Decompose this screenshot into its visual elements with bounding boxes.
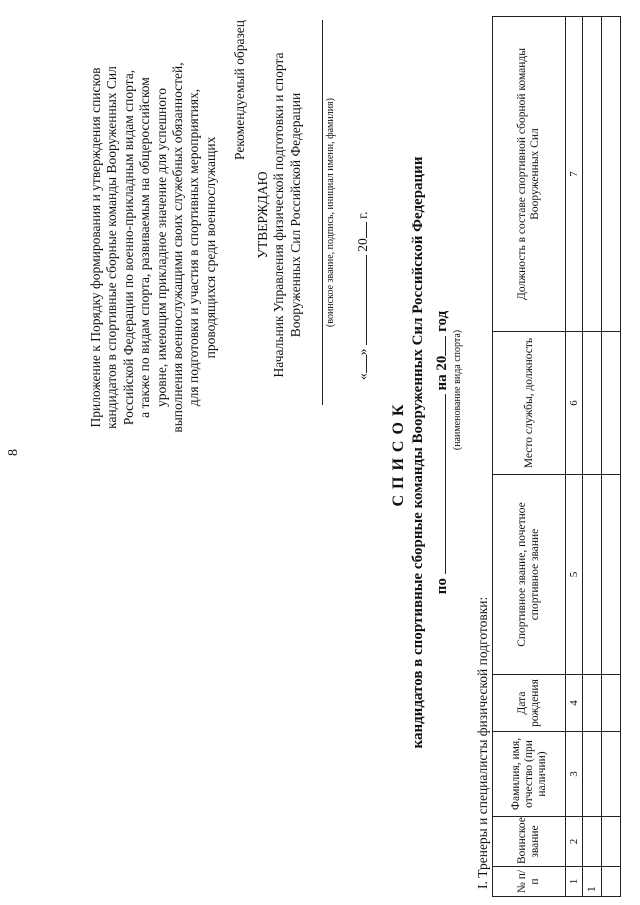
sport-caption: (наименование вида спорта) (452, 329, 463, 451)
approval-date-line (353, 211, 371, 380)
sport-line (432, 0, 451, 905)
table-header-row (493, 17, 566, 897)
column-number: 7 (566, 17, 583, 332)
list-year-suffix: год (434, 310, 450, 332)
column-number: 6 (566, 332, 583, 475)
list-year-blank (432, 336, 446, 356)
approve-heading: УТВЕРЖДАЮ (255, 171, 270, 259)
table-cell (602, 867, 621, 897)
table-cell (602, 332, 621, 475)
column-number: 1 (566, 867, 583, 897)
date-day-blank (353, 355, 367, 373)
appendix-line: уровне, имеющим прикладное значение для успешного (153, 88, 169, 407)
header-team-position: Должность в составе спортивной сборной команды Вооруженных Сил (493, 17, 566, 332)
column-number: 5 (566, 475, 583, 675)
date-close-quote: » (355, 348, 370, 356)
table-cell (583, 817, 602, 867)
header-rank: Воинское звание (493, 817, 566, 867)
table-cell (583, 17, 602, 332)
signature-line (322, 20, 323, 405)
header-birth-date: Дата рождения (493, 675, 566, 732)
approve-line2: Вооруженных Сил Российской Федерации (287, 92, 303, 338)
signature-caption: (воинское звание, подпись, инициал имени, фамилия) (325, 98, 336, 327)
column-number: 4 (566, 675, 583, 732)
table-cell (602, 675, 621, 732)
appendix-line: Приложение к Порядку формирования и утверждения списков (88, 67, 103, 428)
table-cell (602, 475, 621, 675)
sample-label: Рекомендуемый образец (232, 20, 247, 161)
table-cell (583, 732, 602, 817)
appendix-line: а также по видам спорта, развиваемым на общероссийском (137, 77, 153, 418)
date-year-blank (353, 222, 367, 238)
table-cell (602, 817, 621, 867)
appendix-line: Российской Федерации по военно-прикладным видам спорта, (120, 69, 136, 426)
table-cell (583, 332, 602, 475)
approval-block (255, 20, 304, 410)
list-subtitle: кандидатов в спортивные сборные команды Вооруженных Сил Российской Федерации (410, 156, 426, 749)
row-number: 1 (583, 867, 602, 897)
approve-line1: Начальник Управления физической подготовки и спорта (271, 52, 287, 378)
sport-name-blank (432, 394, 446, 574)
table-cell (602, 17, 621, 332)
candidates-table (492, 16, 621, 897)
column-number: 2 (566, 817, 583, 867)
sport-prefix: по (434, 578, 450, 595)
appendix-line: проводящихся среди военнослужащих (202, 136, 218, 359)
list-title: СПИСОК (390, 398, 407, 507)
date-open-quote: « (355, 373, 370, 380)
list-year-prefix: на 20 (434, 355, 450, 391)
header-full-name: Фамилия, имя, отчество (при наличии) (493, 732, 566, 817)
table-row (602, 17, 621, 897)
table-cell (583, 475, 602, 675)
date-year-suffix: г. (355, 211, 370, 219)
column-number: 3 (566, 732, 583, 817)
section-title: I. Тренеры и специалисты физической подготовки: (475, 596, 490, 889)
header-number: № п/п (493, 867, 566, 897)
header-service-place: Место службы, должность (493, 332, 566, 475)
appendix-note (88, 20, 219, 475)
page-number: 8 (6, 449, 21, 456)
header-sport-title: Спортивное звание, почетное спортивное звание (493, 475, 566, 675)
appendix-line: выполнения военнослужащими своих служебных обязанностей, (170, 62, 186, 433)
appendix-line: для подготовки и участия в спортивных мероприятиях, (186, 88, 202, 407)
date-month-blank (353, 255, 367, 345)
date-year-prefix: 20 (355, 238, 370, 252)
table-cell (583, 675, 602, 732)
table-column-numbers-row (566, 17, 583, 897)
table-cell (602, 732, 621, 817)
appendix-line: кандидатов в спортивные сборные команды Вооруженных Сил (104, 66, 120, 429)
table-row (583, 17, 602, 897)
